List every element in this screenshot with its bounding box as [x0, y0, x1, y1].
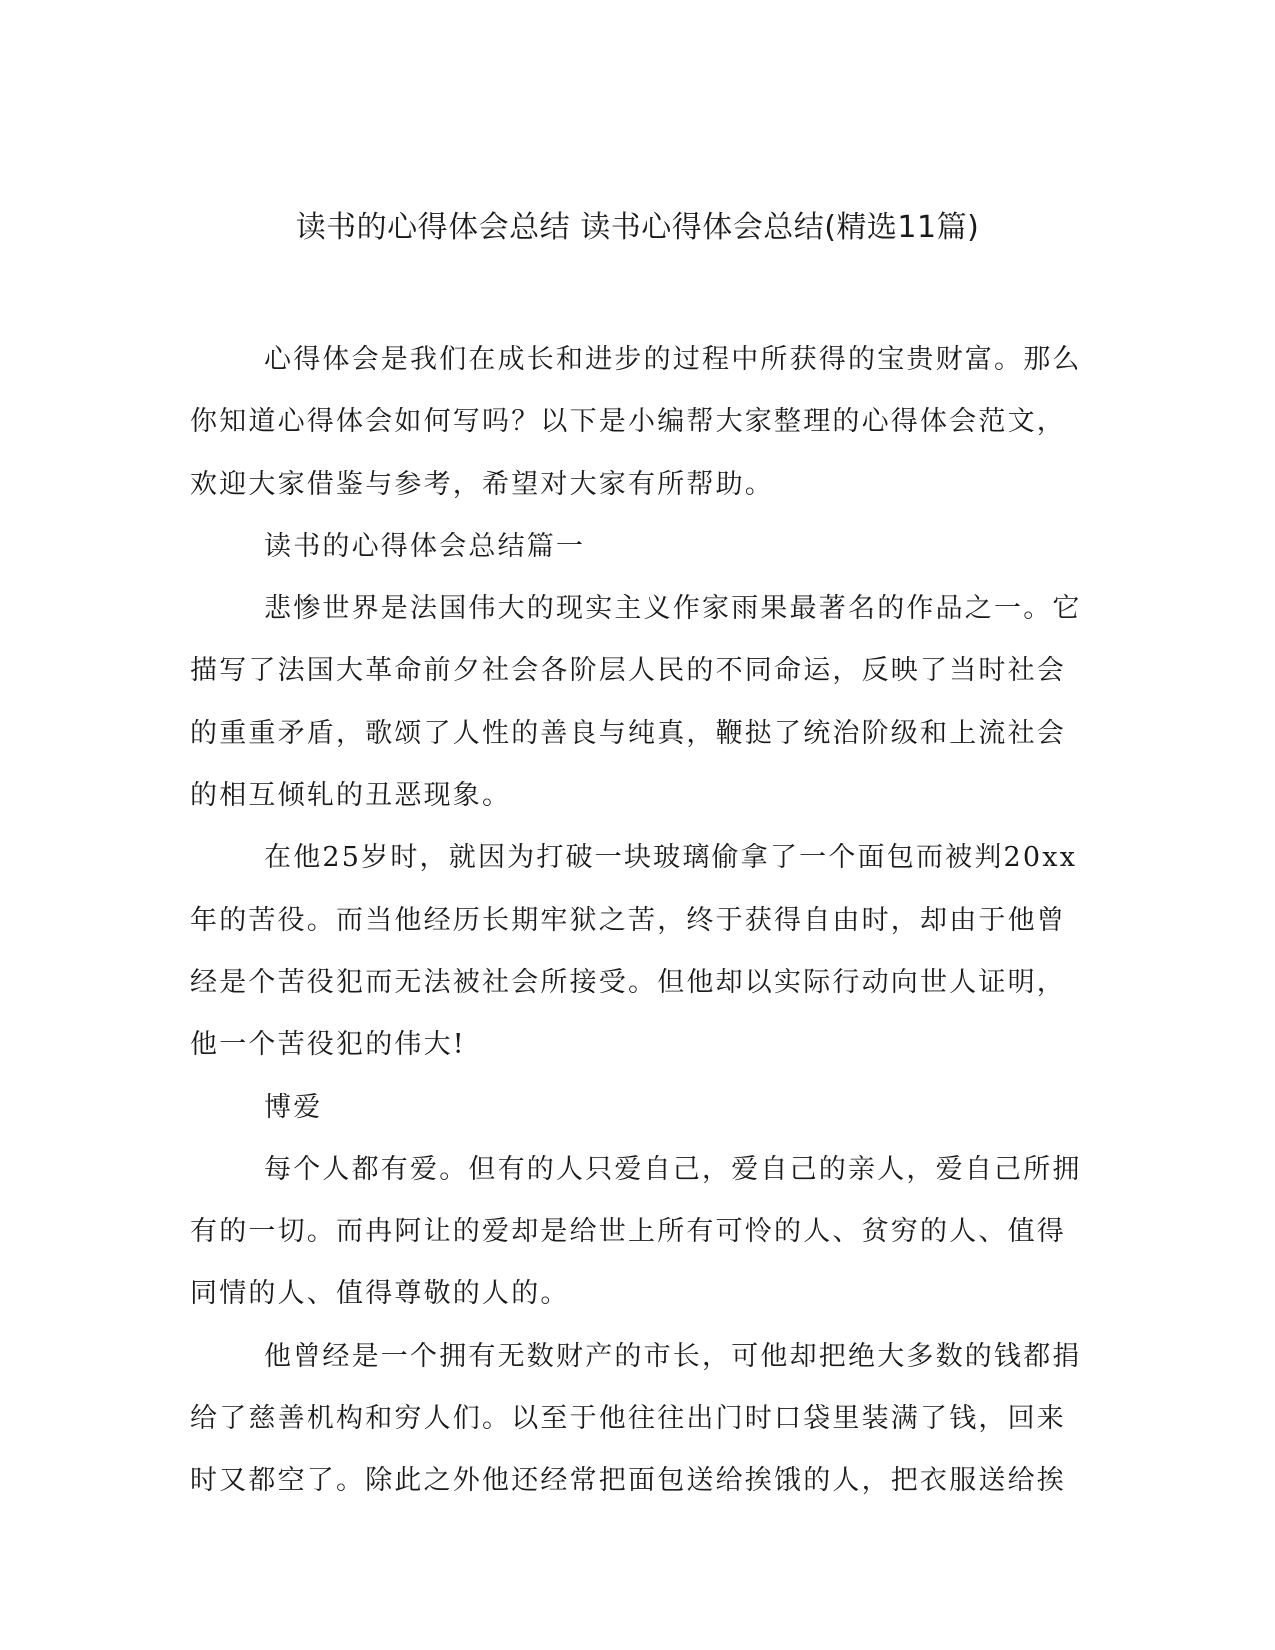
paragraph-line: 你知道心得体会如何写吗？以下是小编帮大家整理的心得体会范文，: [190, 406, 1066, 438]
paragraph-line: 的相互倾轧的丑恶现象。: [190, 780, 512, 812]
paragraph-line: 有的一切。而冉阿让的爱却是给世上所有可怜的人、贫穷的人、值得: [190, 1216, 1066, 1248]
paragraph-line: 的重重矛盾，歌颂了人性的善良与纯真，鞭挞了统治阶级和上流社会: [190, 717, 1066, 749]
subheading: 博爱: [264, 1091, 323, 1123]
paragraph-line: 时又都空了。除此之外他还经常把面包送给挨饿的人，把衣服送给挨: [190, 1465, 1066, 1497]
paragraph-line: 他曾经是一个拥有无数财产的市长，可他却把绝大多数的钱都捐: [264, 1340, 1082, 1372]
paragraph-line: 他一个苦役犯的伟大!: [190, 1029, 466, 1061]
paragraph-line: 悲惨世界是法国伟大的现实主义作家雨果最著名的作品之一。它: [264, 593, 1082, 625]
section-heading: 读书的心得体会总结篇一: [264, 530, 586, 562]
paragraph-line: 每个人都有爱。但有的人只爱自己，爱自己的亲人，爱自己所拥: [264, 1153, 1082, 1185]
paragraph-line: 给了慈善机构和穷人们。以至于他往往出门时口袋里装满了钱，回来: [190, 1403, 1066, 1435]
paragraph-line: 心得体会是我们在成长和进步的过程中所获得的宝贵财富。那么: [264, 344, 1082, 375]
document-title: 读书的心得体会总结 读书心得体会总结(精选11篇): [295, 210, 980, 245]
paragraph-line: 欢迎大家借鉴与参考，希望对大家有所帮助。: [190, 468, 774, 500]
document-body: [190, 329, 1080, 1513]
paragraph-line: 经是个苦役犯而无法被社会所接受。但他却以实际行动向世人证明，: [190, 966, 1066, 998]
paragraph-line: 同情的人、值得尊敬的人的。: [190, 1278, 570, 1310]
paragraph-line: 年的苦役。而当他经历长期牢狱之苦，终于获得自由时，却由于他曾: [190, 904, 1066, 936]
paragraph-line: 描写了法国大革命前夕社会各阶层人民的不同命运，反映了当时社会: [190, 655, 1066, 687]
paragraph-line: 在他25岁时，就因为打破一块玻璃偷拿了一个面包而被判20xx: [264, 842, 1078, 874]
